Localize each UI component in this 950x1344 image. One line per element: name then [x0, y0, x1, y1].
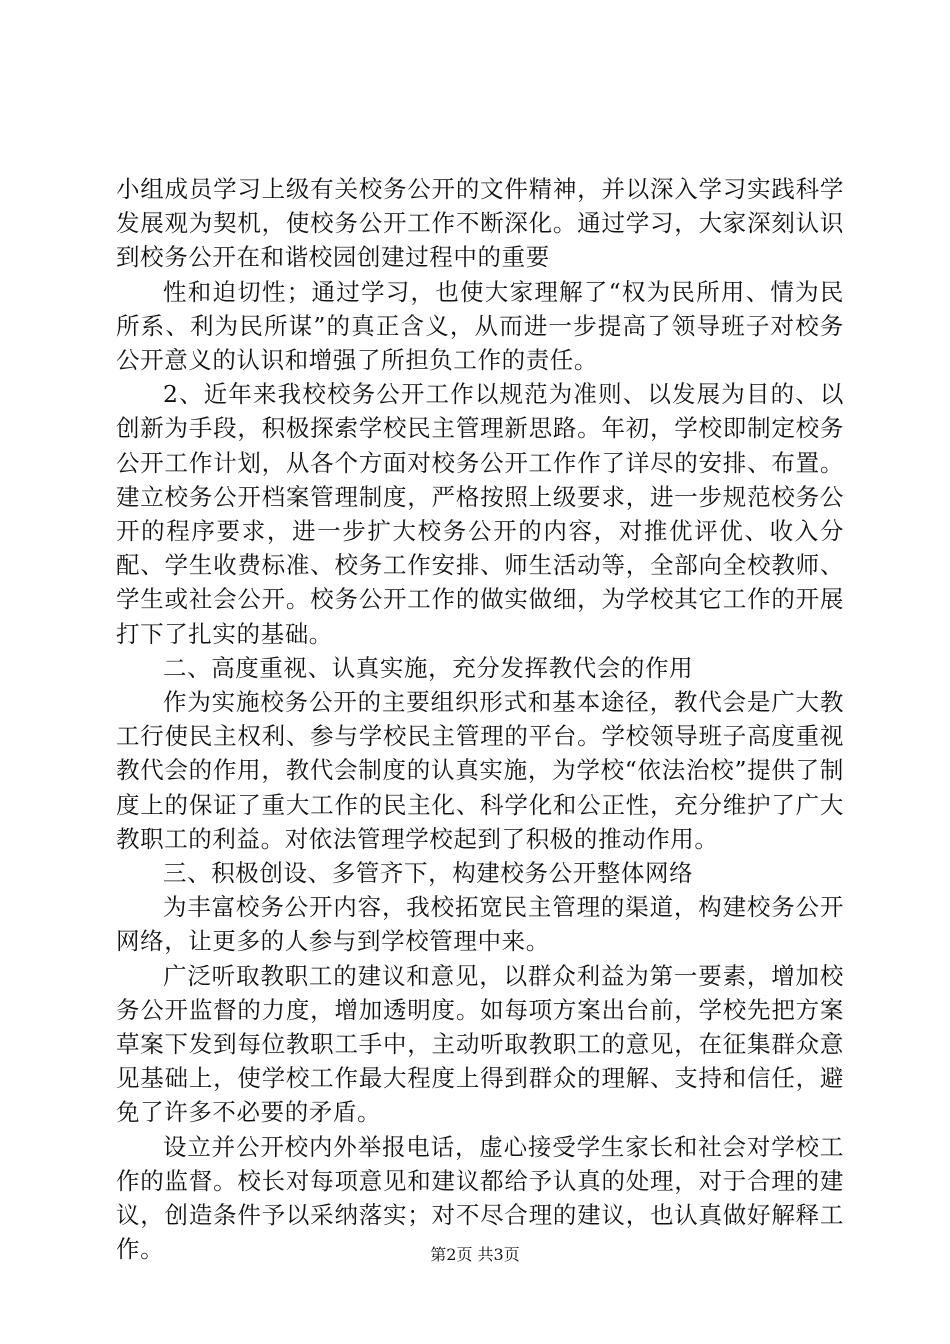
paragraph-8: 广泛听取教职工的建议和意见，以群众利益为第一要素，增加校务公开监督的力度，增加透明度。如每项方案出台前，学校先把方案草案下发到每位教职工手中，主动听取教职工的意见，在征集群众意见基础上，使学校工作最大程度上得到群众的理解、支持和信任，避免了许多不必要的矛盾。	[116, 961, 844, 1127]
section-heading-2: 二、高度重视、认真实施，充分发挥教代会的作用	[163, 653, 694, 682]
paragraph-2: 性和迫切性；通过学习，也使大家理解了“权为民所用、情为民所系、利为民所谋”的真正含义，从而进一步提高了领导班子对校务公开意义的认识和增强了所担负工作的责任。	[116, 277, 844, 375]
paragraph-5: 作为实施校务公开的主要组织形式和基本途径，教代会是广大教工行使民主权利、参与学校民主管理的平台。学校领导班子高度重视教代会的作用，教代会制度的认真实施，为学校“依法治校”提供了制度上的保证了重大工作的民主化、科学化和公正性，充分维护了广大教职工的利益。对依法管理学校起到了积极的推动作用。	[116, 688, 844, 853]
paragraph-7: 为丰富校务公开内容，我校拓宽民主管理的渠道，构建校务公开网络，让更多的人参与到学校管理中来。	[116, 893, 844, 956]
paragraph-1: 小组成员学习上级有关校务公开的文件精神，并以深入学习实践科学发展观为契机，使校务公开工作不断深化。通过学习，大家深刻认识到校务公开在和谐校园创建过程中的重要	[116, 175, 844, 272]
paragraph-3: 2、近年来我校校务公开工作以规范为准则、以发展为目的、以创新为手段，积极探索学校民主管理新思路。年初，学校即制定校务公开工作计划，从各个方面对校务公开工作作了详尽的安排、布置。建立校务公开档案管理制度，严格按照上级要求，进一步规范校务公开的程序要求，进一步扩大校务公开的内容，对推优评优、收入分配、学生收费标准、校务工作安排、师生活动等，全部向全校教师、学生或社会公开。校务公开工作的做实做细，为学校其它工作的开展打下了扎实的基础。	[116, 380, 844, 648]
page-number-footer: 第2页 共3页	[430, 1245, 520, 1264]
section-heading-3: 三、积极创设、多管齐下，构建校务公开整体网络	[163, 859, 694, 888]
paragraph-9: 设立并公开校内外举报电话，虚心接受学生家长和社会对学校工作的监督。校长对每项意见和建议都给予认真的处理，对于合理的建议，创造条件予以采纳落实；对不尽合理的建议，也认真做好解释工作。	[116, 1132, 844, 1264]
document-body	[116, 172, 844, 1267]
